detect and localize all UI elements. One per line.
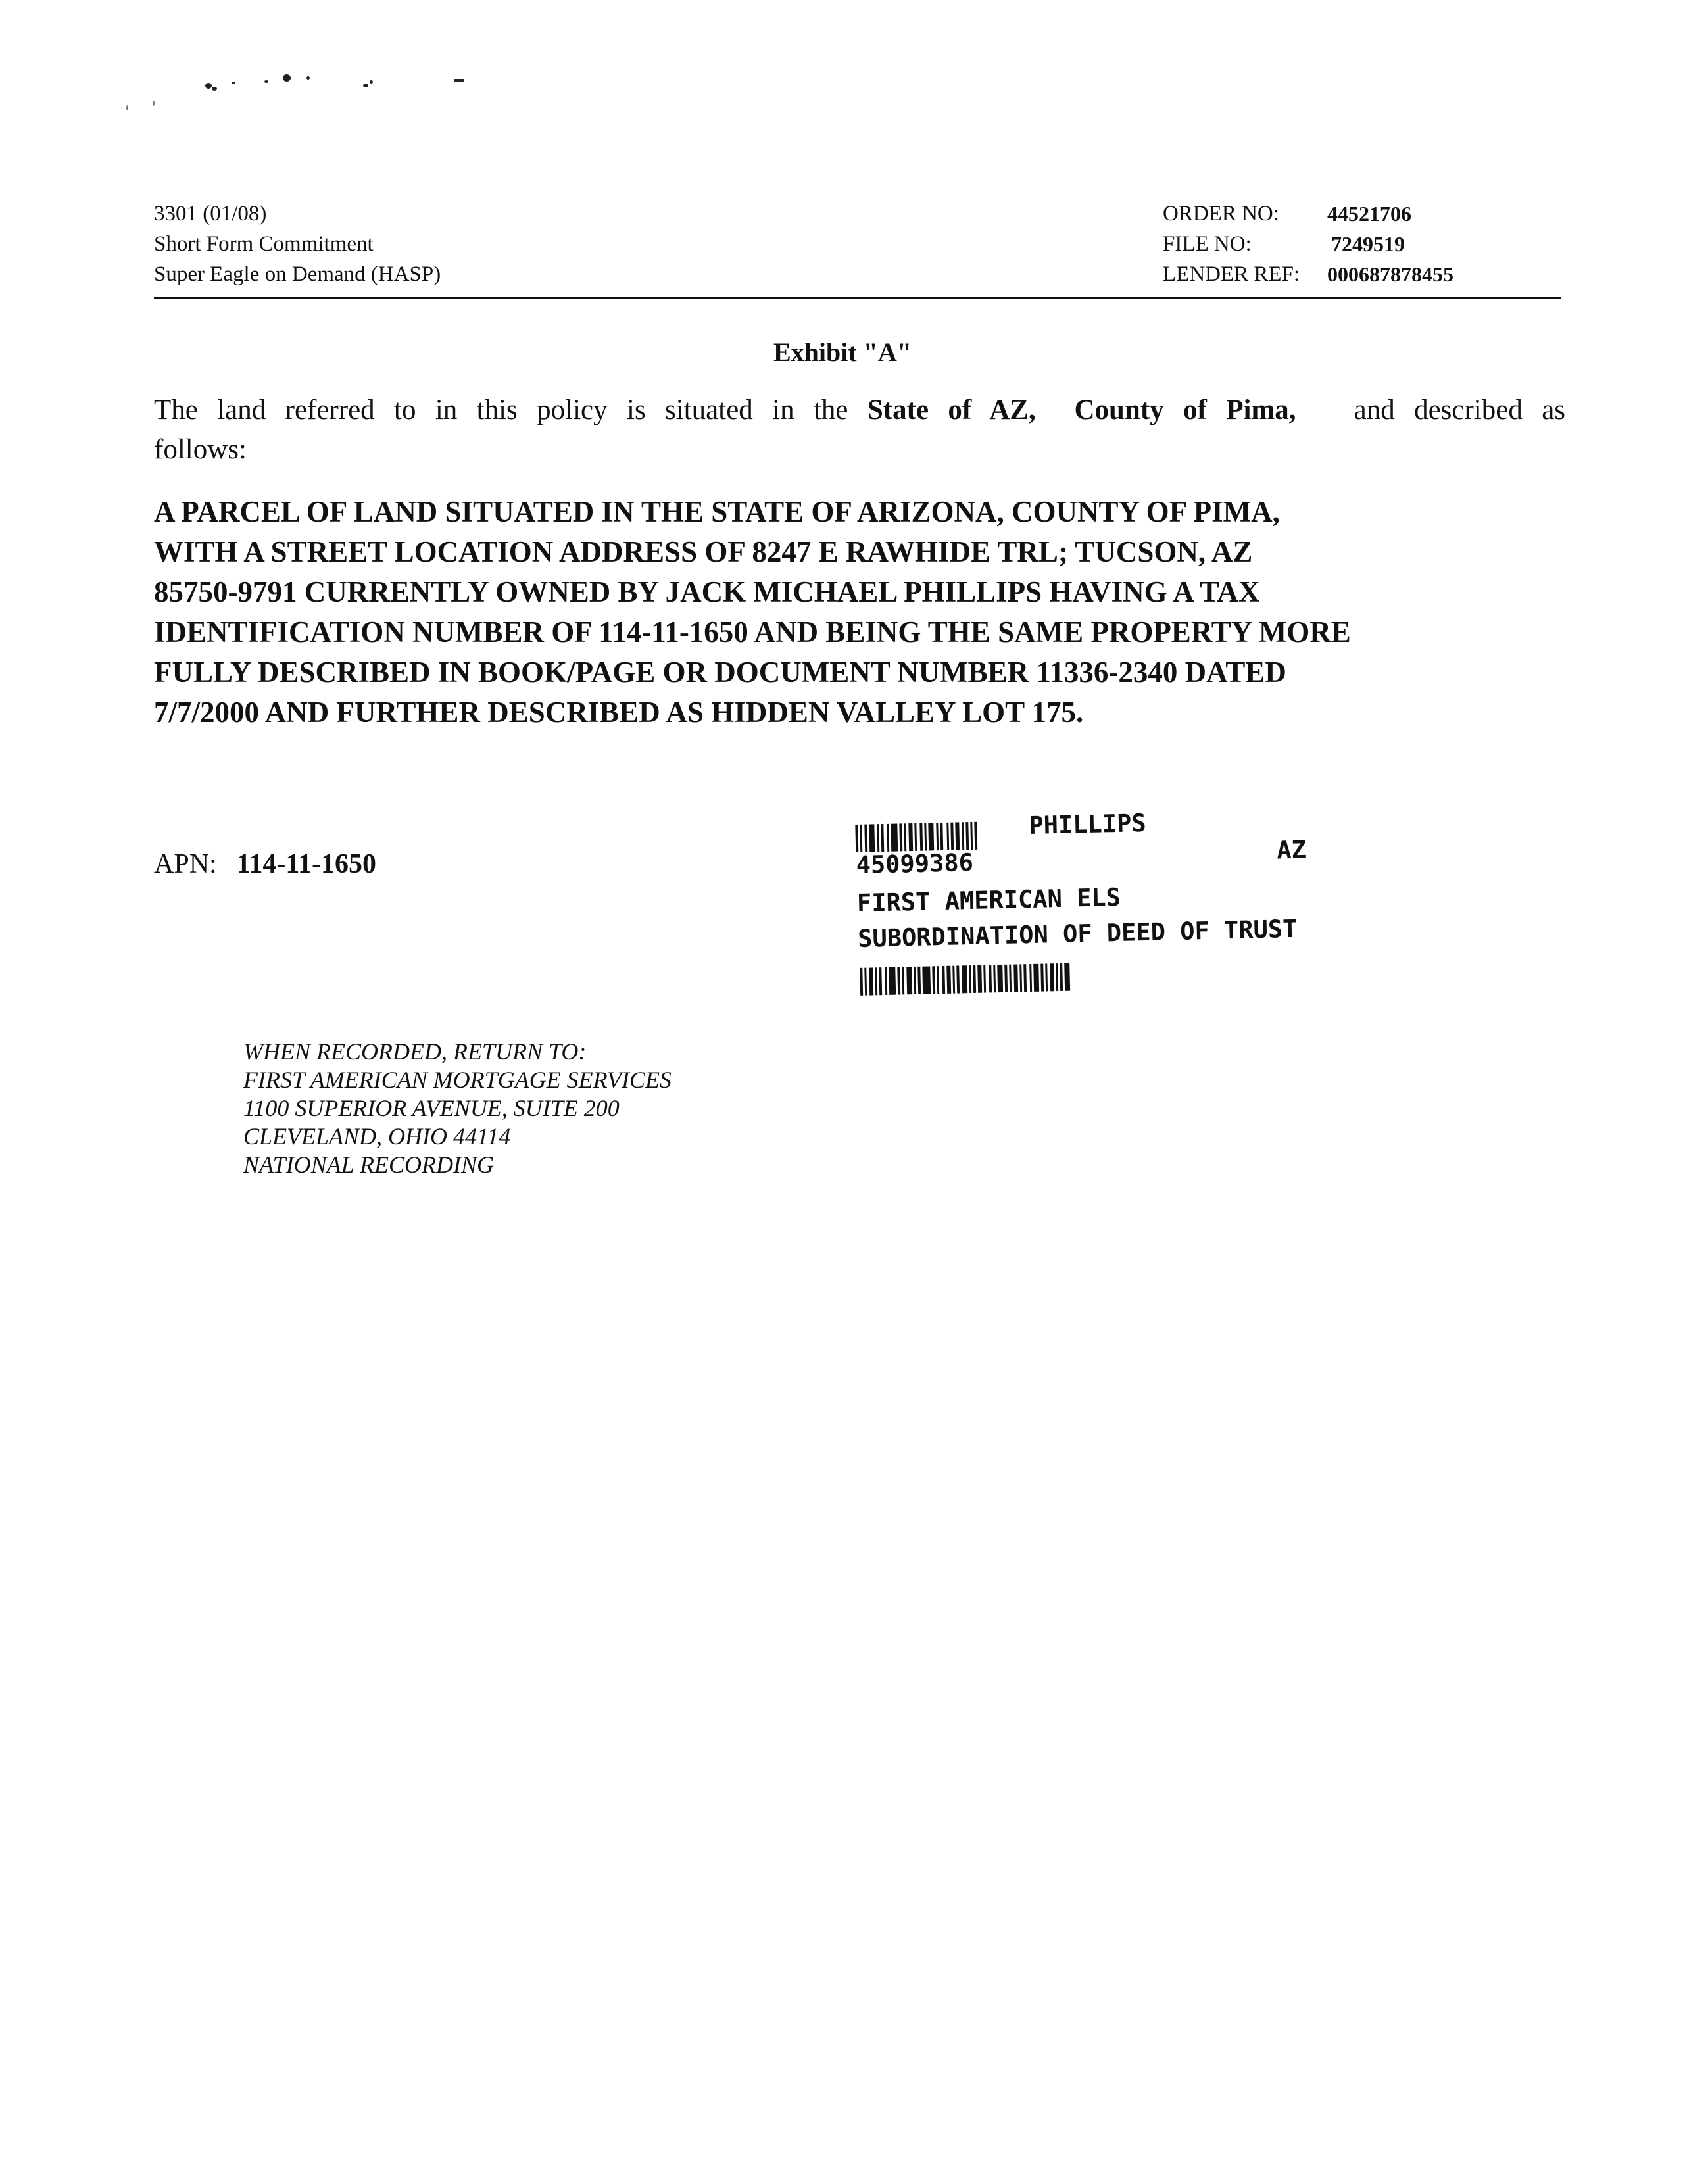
barcode-bar	[914, 967, 916, 994]
form-info	[154, 199, 441, 289]
return-address	[243, 1038, 672, 1179]
parcel-line: WITH A STREET LOCATION ADDRESS OF 8247 E RAWHIDE TRL; TUCSON, AZ	[154, 535, 1253, 568]
barcode-bar	[1013, 964, 1018, 992]
barcode-bottom	[860, 959, 1229, 996]
barcode-bar	[1029, 964, 1032, 992]
barcode-bar	[955, 822, 960, 850]
intro-text-post: and described as	[1334, 395, 1566, 425]
barcode-bar	[1064, 963, 1070, 991]
label-state: AZ	[1276, 835, 1307, 865]
barcode-bar	[1004, 965, 1008, 992]
barcode-bar	[869, 824, 875, 852]
apn-label: APN:	[154, 849, 217, 879]
apn-value: 114-11-1650	[236, 849, 377, 879]
barcode-bar	[877, 824, 879, 852]
barcode-bar	[932, 966, 935, 994]
return-line: CLEVELAND, OHIO 44114	[243, 1123, 511, 1150]
file-no-label: FILE NO:	[1163, 232, 1252, 256]
barcode-bar	[1033, 964, 1039, 992]
barcode-bar	[919, 823, 923, 851]
barcode-bar	[989, 965, 992, 992]
barcode-bar	[860, 825, 862, 852]
return-line: FIRST AMERICAN MORTGAGE SERVICES	[243, 1067, 672, 1093]
barcode-bar	[962, 822, 964, 850]
barcode-bar	[922, 966, 931, 994]
barcode-bar	[974, 822, 977, 850]
barcode-bar	[855, 825, 858, 852]
barcode-bar	[914, 823, 917, 851]
barcode-bar	[936, 823, 939, 850]
barcode-bar	[1009, 965, 1012, 992]
barcode-bar	[908, 823, 913, 851]
apn	[154, 848, 376, 880]
barcode-bar	[1056, 963, 1058, 991]
parcel-line: IDENTIFICATION NUMBER OF 114-11-1650 AND BEING THE SAME PROPERTY MORE	[154, 616, 1351, 648]
return-line: 1100 SUPERIOR AVENUE, SUITE 200	[243, 1095, 620, 1121]
intro-paragraph	[154, 391, 1565, 470]
barcode-bar	[1023, 964, 1027, 992]
order-no-label: ORDER NO:	[1163, 202, 1279, 226]
label-document-type: SUBORDINATION OF DEED OF TRUST	[857, 914, 1298, 953]
barcode-bar	[864, 968, 867, 996]
barcode-bar	[1045, 963, 1048, 991]
order-no-value: 44521706	[1327, 202, 1411, 226]
form-name: Short Form Commitment	[154, 232, 374, 256]
barcode-top	[855, 821, 1013, 852]
barcode-bar	[956, 965, 960, 993]
reference-numbers	[1163, 199, 1453, 289]
barcode-bar	[860, 968, 863, 996]
barcode-bar	[899, 823, 902, 851]
barcode-bar	[973, 965, 976, 993]
intro-last-line: follows:	[154, 434, 247, 465]
label-company: FIRST AMERICAN ELS	[856, 883, 1121, 917]
barcode-bar	[897, 967, 900, 995]
barcode-bar	[965, 822, 969, 850]
barcode-bar	[924, 823, 927, 851]
form-number: 3301 (01/08)	[154, 202, 267, 226]
barcode-bar	[906, 967, 912, 994]
barcode-bar	[950, 823, 954, 850]
lender-ref-label: LENDER REF:	[1163, 262, 1300, 286]
barcode-bar	[940, 823, 943, 850]
intro-state: State of AZ,	[867, 395, 1036, 425]
intro-county: County of Pima,	[1074, 395, 1296, 425]
barcode-bar	[946, 966, 951, 994]
barcode-bar	[881, 824, 884, 852]
barcode-bar	[885, 967, 887, 995]
barcode-bar	[879, 967, 882, 995]
barcode-bar	[904, 823, 906, 851]
label-name: PHILLIPS	[1028, 808, 1147, 840]
barcode-bar	[952, 966, 955, 994]
header-rule	[154, 297, 1561, 299]
barcode-bar	[970, 822, 973, 850]
label-number: 45099386	[856, 848, 974, 879]
recording-barcode-label	[855, 804, 1359, 1013]
barcode-bar	[864, 825, 867, 852]
barcode-bar	[946, 823, 949, 850]
barcode-bar	[1040, 964, 1044, 992]
barcode-bar	[1019, 964, 1022, 992]
lender-ref-value: 000687878455	[1327, 262, 1453, 286]
parcel-line: 85750-9791 CURRENTLY OWNED BY JACK MICHAEL PHILLIPS HAVING A TAX	[154, 575, 1260, 608]
barcode-bar	[969, 965, 971, 993]
barcode-bar	[928, 823, 934, 850]
barcode-bar	[942, 966, 945, 994]
intro-text-pre: The land referred to in this policy is situated in the	[154, 395, 867, 425]
parcel-line: A PARCEL OF LAND SITUATED IN THE STATE OF ARIZONA, COUNTY OF PIMA,	[154, 495, 1280, 528]
barcode-bar	[891, 824, 898, 852]
barcode-bar	[869, 967, 873, 995]
exhibit-title: Exhibit "A"	[773, 337, 912, 367]
return-line: WHEN RECORDED, RETURN TO:	[243, 1038, 587, 1065]
barcode-bar	[983, 965, 986, 993]
barcode-bar	[875, 967, 877, 995]
barcode-bar	[997, 965, 1003, 992]
barcode-bar	[902, 967, 904, 994]
parcel-line: 7/7/2000 AND FURTHER DESCRIBED AS HIDDEN VALLEY LOT 175.	[154, 696, 1084, 729]
parcel-line: FULLY DESCRIBED IN BOOK/PAGE OR DOCUMENT NUMBER 11336-2340 DATED	[154, 656, 1286, 689]
parcel-description	[154, 492, 1588, 733]
barcode-bar	[887, 824, 889, 852]
return-line: NATIONAL RECORDING	[243, 1152, 495, 1178]
barcode-bar	[937, 966, 939, 994]
barcode-bar	[1050, 963, 1054, 991]
barcode-bar	[889, 967, 896, 995]
barcode-bar	[977, 965, 982, 993]
barcode-bar	[917, 967, 921, 994]
product-name: Super Eagle on Demand (HASP)	[154, 262, 441, 286]
barcode-bar	[993, 965, 996, 992]
barcode-bar	[1060, 963, 1063, 991]
file-no-value: 7249519	[1331, 232, 1405, 256]
barcode-bar	[962, 965, 967, 993]
